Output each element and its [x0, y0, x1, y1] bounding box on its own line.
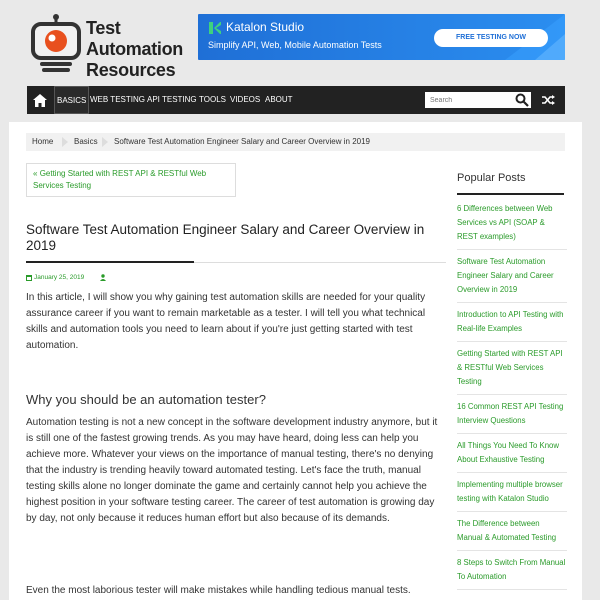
- double-chevron-left-icon: «: [33, 169, 38, 178]
- calendar-icon: [26, 274, 32, 281]
- site-logo[interactable]: [30, 14, 190, 80]
- logo-text: [86, 18, 183, 81]
- nav-web-testing[interactable]: WEB TESTING: [90, 95, 145, 104]
- nav-tools[interactable]: TOOLS: [199, 95, 226, 104]
- breadcrumb-current: Software Test Automation Engineer Salary and Career Overview in 2019: [114, 137, 370, 146]
- previous-post-label: Getting Started with REST API & RESTful Web Services Testing: [33, 169, 207, 190]
- breadcrumb-separator-icon: [62, 137, 68, 147]
- nav-api-testing[interactable]: API TESTING: [147, 95, 197, 104]
- popular-post-link[interactable]: Getting Started with REST API & RESTful Web Services Testing: [457, 347, 567, 395]
- breadcrumb-basics[interactable]: Basics: [74, 137, 98, 146]
- popular-post-link[interactable]: Introduction to API Testing with Real-life Examples: [457, 308, 567, 342]
- nav-basics[interactable]: BASICS: [54, 86, 89, 114]
- breadcrumb-separator-icon: [102, 137, 108, 147]
- post-body-paragraph-2: Even the most laborious tester will make mistakes while handling tedious manual tests.: [26, 585, 411, 596]
- content-area: [9, 122, 582, 600]
- popular-posts-list: [457, 202, 567, 595]
- banner-tagline: Simplify API, Web, Mobile Automation Tests: [208, 40, 382, 50]
- post-title: Software Test Automation Engineer Salary and Career Overview in 2019: [26, 222, 425, 253]
- popular-post-link[interactable]: 16 Common REST API Testing Interview Questions: [457, 400, 567, 434]
- robot-logo-icon: [30, 14, 82, 76]
- title-divider-accent: [26, 261, 194, 263]
- popular-post-link[interactable]: 6 Differences between Web Services vs API (SOAP & REST examples): [457, 202, 567, 250]
- nav-about[interactable]: ABOUT: [265, 95, 293, 104]
- popular-post-link[interactable]: 8 Steps to Switch From Manual To Automation: [457, 556, 567, 590]
- free-testing-button[interactable]: FREE TESTING NOW: [434, 29, 548, 47]
- logo-line-1: Test: [86, 18, 121, 38]
- banner-brand: Katalon Studio: [226, 20, 305, 34]
- main-nav: [27, 86, 565, 114]
- sidebar-title: Popular Posts: [457, 172, 526, 184]
- home-icon: [33, 94, 47, 107]
- katalon-logo-icon: [208, 21, 222, 35]
- popular-post-link[interactable]: Software Test Automation Engineer Salary and Career Overview in 2019: [457, 255, 567, 303]
- nav-videos[interactable]: VIDEOS: [230, 95, 261, 104]
- author-icon[interactable]: [100, 274, 106, 281]
- katalon-banner[interactable]: [198, 14, 565, 60]
- nav-home[interactable]: [27, 86, 53, 114]
- sidebar-title-divider: [457, 193, 564, 195]
- post-date[interactable]: January 25, 2019: [34, 274, 85, 281]
- post-body-paragraph-1: Automation testing is not a new concept in the software development industry anymore, but it is still one of the fastest growing trends. As you may have heard, doing less can help you achieve more. Whatever your views on the importance of manual testing, there's no denying that the industry is trending heavily toward automated testing. Let's face the truth, manual testing skills alone no longer dominate the game and certainly cannot help you achieve the highest position in your software testing career. The career of test automation is growing day by day, not only because it reduces human effort but also because of its demands.: [26, 417, 438, 524]
- breadcrumb-home[interactable]: Home: [32, 137, 54, 146]
- breadcrumb: [26, 133, 565, 151]
- post-intro: In this article, I will show you why gaining test automation skills are needed for your quality assurance career if you want to remain marketable as a tester. I will tell you what technical skills and automation tools you need to learn about if you're just getting started with test automation.: [26, 292, 426, 351]
- popular-post-link[interactable]: Implementing multiple browser testing with Katalon Studio: [457, 478, 567, 512]
- logo-line-3: Resources: [86, 60, 176, 80]
- site-header: [0, 0, 600, 86]
- section-heading: Why you should be an automation tester?: [26, 392, 266, 407]
- search-icon[interactable]: [515, 93, 529, 107]
- logo-line-2: Automation: [86, 39, 183, 59]
- popular-post-link[interactable]: The Difference between Manual & Automated Testing: [457, 517, 567, 551]
- shuffle-icon[interactable]: [541, 93, 555, 107]
- previous-post-link[interactable]: [26, 163, 236, 197]
- popular-post-link[interactable]: All Things You Need To Know About Exhaustive Testing: [457, 439, 567, 473]
